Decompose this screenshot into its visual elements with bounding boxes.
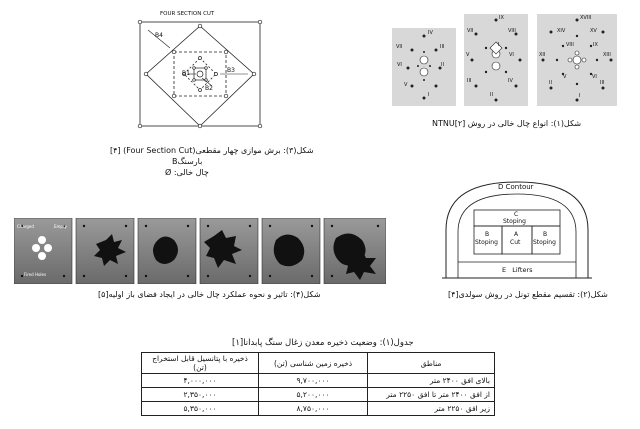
cell-geological: ۵,۲۰۰,۰۰۰ xyxy=(259,388,368,402)
fig1-roman-a-6: V xyxy=(404,82,408,88)
fig2-b2-label: B xyxy=(543,231,548,238)
table-header-row xyxy=(142,353,495,374)
table-row xyxy=(142,374,495,388)
fig1-roman-c-10: II xyxy=(549,80,552,86)
fig1-roman-c-5: IX xyxy=(593,42,598,48)
fig3-label-b3: B3 xyxy=(227,67,235,74)
fig1-roman-c-11: I xyxy=(579,93,581,99)
fig1-roman-a-4: VII xyxy=(396,44,403,50)
fig2-e-text: E Lifters xyxy=(502,266,533,274)
fig1-roman-a-2: II xyxy=(441,62,444,68)
cell-extractable: ۵,۳۵۰,۰۰۰ xyxy=(142,402,259,416)
fig1-roman-c-0: XVIII xyxy=(580,15,592,21)
fig1-roman-c-6: VIII xyxy=(566,42,574,48)
fig1-roman-b-7: II xyxy=(490,92,493,98)
fig1-roman-c-7: VI xyxy=(592,74,597,80)
fig1-panel-b xyxy=(464,14,528,106)
fig3-legend-b: بارسنگB xyxy=(172,157,203,166)
fig3-diagram xyxy=(130,12,270,134)
fig1-roman-b-3: VI xyxy=(509,52,514,58)
header-region: مناطق xyxy=(368,353,495,374)
table1-caption: جدول(۱): وضعیت ذخیره معدن زغال سنگ پابدانا[۱] xyxy=(232,338,414,348)
fig1-roman-b-5: IV xyxy=(508,78,513,84)
fig2-caption: شکل(۲): تقسیم مقطع تونل در روش سولدی[۴] xyxy=(448,290,608,299)
fig3-label-b1: B1 xyxy=(182,70,190,77)
fig2-c-label: C xyxy=(514,211,519,218)
fig1-roman-c-2: XIV xyxy=(557,28,566,34)
table1 xyxy=(141,352,495,416)
reserve-table xyxy=(141,352,495,416)
fig2-a-text: Cut xyxy=(510,239,521,246)
fig1-roman-a-1: III xyxy=(440,44,445,50)
table-row xyxy=(142,402,495,416)
fig1-roman-c-3: XIII xyxy=(603,52,611,58)
fig2-contour-label: D Contour xyxy=(498,183,534,191)
fig1-roman-b-1: VIII xyxy=(508,28,516,34)
fig4-charged-label: Charged xyxy=(17,224,34,229)
fig4-empty-label: Empty xyxy=(54,224,67,229)
table-row xyxy=(142,388,495,402)
fig4-strip xyxy=(14,218,386,284)
fig2-b2-text: Stoping xyxy=(533,239,556,246)
fig3-legend-hole: چال خالی: Ø xyxy=(165,168,209,177)
fig1-roman-b-4: V xyxy=(466,52,470,58)
header-extractable: ذخیره با پتانسیل قابل استخراج (تن) xyxy=(142,353,259,374)
fig1-roman-a-0: IV xyxy=(428,30,433,36)
fig3-title: FOUR SECTION CUT xyxy=(160,11,215,17)
fig3-caption: شکل(۳): برش موازی چهار مقطعی(Four Section Cut) [۴] xyxy=(110,146,314,155)
cell-geological: ۹,۷۰۰,۰۰۰ xyxy=(259,374,368,388)
fig3-label-b2: B2 xyxy=(205,85,213,92)
cell-extractable: ۲,۳۵۰,۰۰۰ xyxy=(142,388,259,402)
fig4-fired-label: Fired Holes xyxy=(24,272,47,277)
fig1-roman-c-8: V xyxy=(563,74,567,80)
fig1-roman-b-2: VII xyxy=(467,28,474,34)
cell-region: از افق ۲۴۰۰ متر تا افق ۲۲۵۰ متر xyxy=(368,388,495,402)
fig1-roman-b-0: IX xyxy=(499,15,504,21)
fig1-roman-c-1: XV xyxy=(590,28,597,34)
fig1-roman-a-5: VI xyxy=(397,62,402,68)
fig2-b-label: B xyxy=(485,231,490,238)
fig1-panel-c xyxy=(537,14,617,106)
fig3-label-b4: B4 xyxy=(155,32,163,39)
cell-geological: ۸,۷۵۰,۰۰۰ xyxy=(259,402,368,416)
cell-extractable: ۴,۰۰۰,۰۰۰ xyxy=(142,374,259,388)
fig2-b-text: Stoping xyxy=(475,239,498,246)
header-geological: ذخیره زمین شناسی (تن) xyxy=(259,353,368,374)
fig1-caption: شکل(۱): انواع چال خالی در روش NTNU[۲] xyxy=(432,119,582,128)
fig4-caption: شکل(۴): تاثیر و نحوه عملکرد چال خالی در ایجاد فضای باز اولیه[۵] xyxy=(98,290,321,299)
fig1-roman-b-6: III xyxy=(467,78,472,84)
fig2-a-label: A xyxy=(514,231,519,238)
fig1-roman-a-3: I xyxy=(428,92,430,98)
fig1-roman-c-9: III xyxy=(600,80,605,86)
fig2-c-text: Stoping xyxy=(503,218,526,225)
cell-region: زیر افق ۲۲۵۰ متر xyxy=(368,402,495,416)
fig2-diagram xyxy=(442,178,592,282)
fig1-roman-c-4: XII xyxy=(539,52,546,58)
fig1-roman-b-8: I xyxy=(498,42,500,48)
cell-region: بالای افق ۲۴۰۰ متر xyxy=(368,374,495,388)
